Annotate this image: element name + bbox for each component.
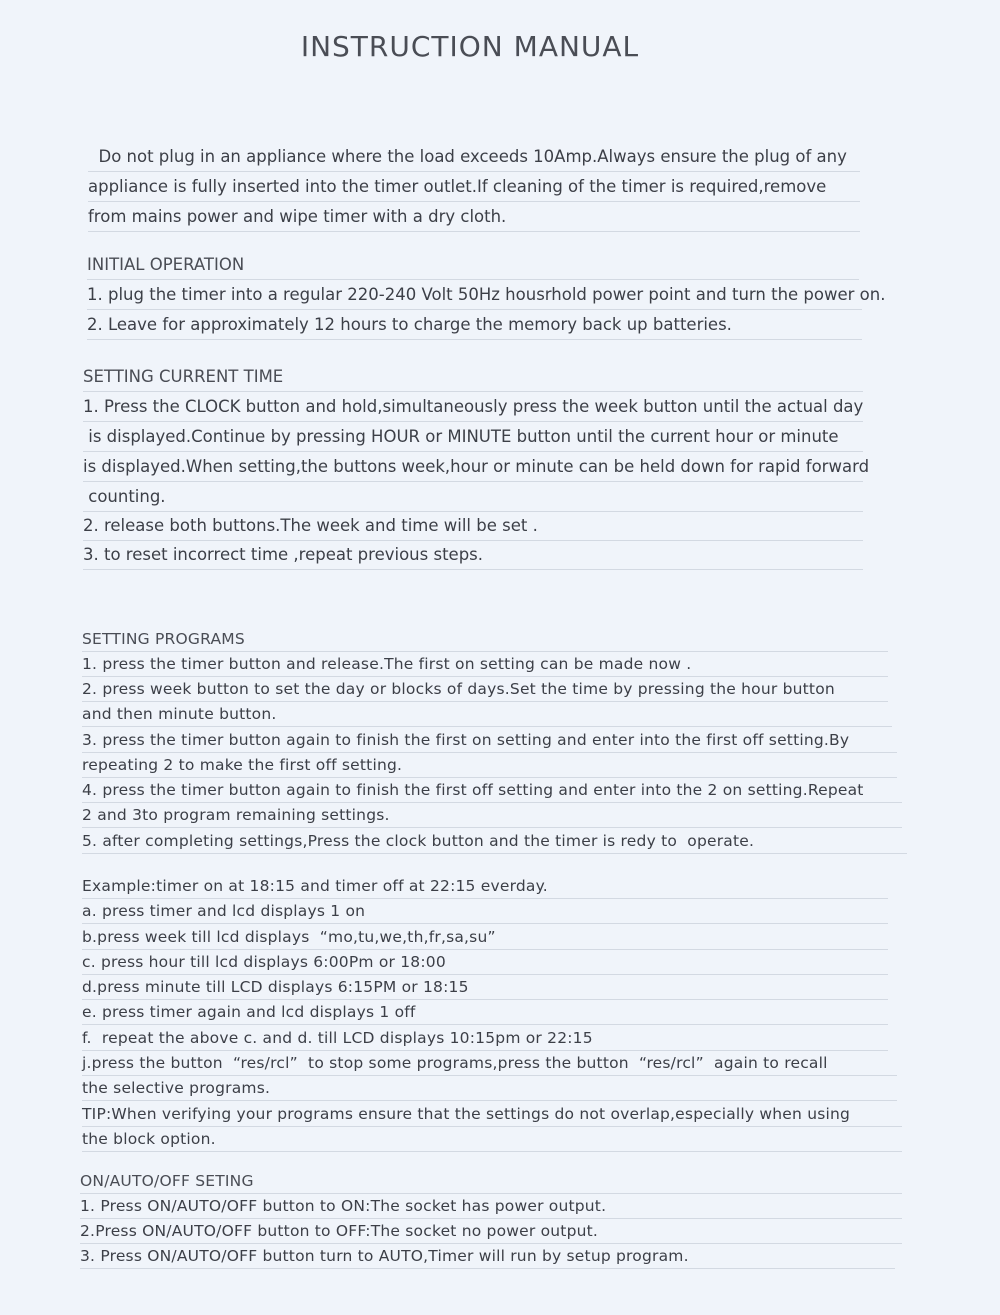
- on-auto-off-line: 1. Press ON/AUTO/OFF button to ON:The socket has power output.: [80, 1194, 902, 1219]
- setting-programs-line: and then minute button.: [82, 702, 892, 727]
- setting-programs-line: repeating 2 to make the first off setting.: [82, 753, 897, 778]
- example-line: d.press minute till LCD displays 6:15PM or 18:15: [82, 975, 888, 1000]
- setting-programs-line: 2. press week button to set the day or blocks of days.Set the time by pressing the hour button: [82, 677, 888, 702]
- on-auto-off-line: 2.Press ON/AUTO/OFF button to OFF:The socket no power output.: [80, 1219, 902, 1244]
- setting-current-time-heading: SETTING CURRENT TIME: [83, 362, 863, 392]
- initial-operation-line: 1. plug the timer into a regular 220-240 Volt 50Hz housrhold power point and turn the power on.: [87, 280, 862, 310]
- setting-programs-line: 3. press the timer button again to finish the first on setting and enter into the first off setting.By: [82, 728, 897, 753]
- setting-programs-line: 5. after completing settings,Press the clock button and the timer is redy to operate.: [82, 829, 907, 854]
- initial-operation-line: 2. Leave for approximately 12 hours to charge the memory back up batteries.: [87, 310, 862, 340]
- example-line: e. press timer again and lcd displays 1 off: [82, 1000, 888, 1025]
- on-auto-off-line: 3. Press ON/AUTO/OFF button turn to AUTO,Timer will run by setup program.: [80, 1244, 895, 1269]
- example-line: a. press timer and lcd displays 1 on: [82, 899, 888, 924]
- example-line: j.press the button “res/rcl” to stop some programs,press the button “res/rcl” again to recall: [82, 1051, 897, 1076]
- intro-line: appliance is fully inserted into the timer outlet.If cleaning of the timer is required,remove: [88, 172, 860, 202]
- setting-programs-line: 1. press the timer button and release.The first on setting can be made now .: [82, 652, 888, 677]
- example-line: c. press hour till lcd displays 6:00Pm or 18:00: [82, 950, 888, 975]
- intro-line: from mains power and wipe timer with a dry cloth.: [88, 202, 860, 232]
- setting-current-time-line: counting.: [83, 482, 863, 512]
- setting-current-time-line: is displayed.Continue by pressing HOUR or MINUTE button until the current hour or minute: [83, 422, 863, 452]
- example-line: the selective programs.: [82, 1076, 897, 1101]
- setting-current-time-line: 2. release both buttons.The week and time will be set .: [83, 511, 863, 541]
- intro-line: Do not plug in an appliance where the load exceeds 10Amp.Always ensure the plug of any: [88, 142, 860, 172]
- tip-line: the block option.: [82, 1127, 902, 1152]
- initial-operation-heading: INITIAL OPERATION: [87, 250, 859, 280]
- tip-line: TIP:When verifying your programs ensure that the settings do not overlap,especially when using: [82, 1102, 902, 1127]
- page-title: INSTRUCTION MANUAL: [300, 30, 640, 63]
- setting-programs-heading: SETTING PROGRAMS: [82, 627, 888, 652]
- setting-current-time-line: 1. Press the CLOCK button and hold,simultaneously press the week button until the actual day: [83, 392, 863, 422]
- on-auto-off-heading: ON/AUTO/OFF SETING: [80, 1169, 902, 1194]
- setting-programs-line: 2 and 3to program remaining settings.: [82, 803, 902, 828]
- setting-current-time-line: is displayed.When setting,the buttons week,hour or minute can be held down for rapid forward: [83, 452, 863, 482]
- example-line: b.press week till lcd displays “mo,tu,we,th,fr,sa,su”: [82, 925, 888, 950]
- example-heading: Example:timer on at 18:15 and timer off at 22:15 everday.: [82, 874, 888, 899]
- setting-programs-line: 4. press the timer button again to finish the first off setting and enter into the 2 on setting.Repeat: [82, 778, 902, 803]
- setting-current-time-line: 3. to reset incorrect time ,repeat previous steps.: [83, 540, 863, 570]
- example-line: f. repeat the above c. and d. till LCD displays 10:15pm or 22:15: [82, 1026, 888, 1051]
